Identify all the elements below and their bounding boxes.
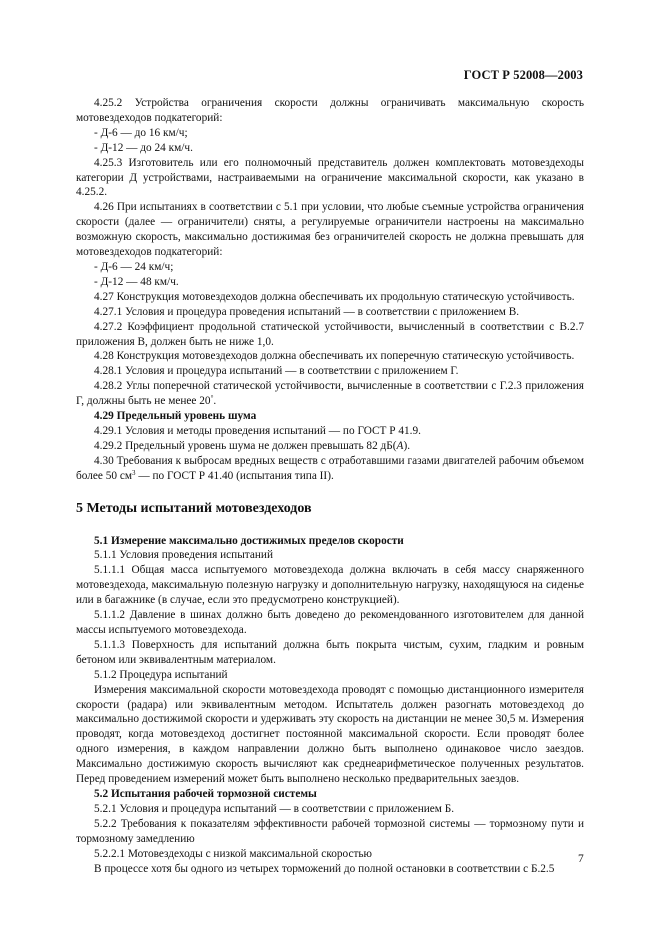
paragraph-4-27: 4.27 Конструкция мотовездеходов должна обеспечивать их продольную статическую устойчивость.	[94, 290, 575, 303]
paragraph-4-28: 4.28 Конструкция мотовездеходов должна обеспечивать их поперечную статическую устойчивость.	[94, 350, 575, 363]
paragraph-5-2-2: 5.2.2 Требования к показателям эффективности рабочей тормозной системы — тормозному пути и тормозному замедлению	[76, 817, 584, 845]
paragraph-5-2-2-1-text: В процессе хотя бы одного из четырех торможений до полной остановки в соответствии с Б.2.5	[94, 862, 555, 875]
document-body	[76, 96, 584, 876]
list-item-d6-24: - Д-6 — 24 км/ч;	[94, 260, 174, 273]
paragraph-5-1-heading: 5.1 Измерение максимально достижимых пределов скорости	[94, 534, 404, 547]
paragraph-5-1-2-text: Измерения максимальной скорости мотовездехода проводят с помощью дистанционного измерителя скорости (радара) или эквивалентным методом. Испытатель должен разогнать мотовездеход до максимально достижимой скорости и удерживать эту скорость на дистанции не менее 30,5 м. Измерения проводят, когда мотовездеход достигнет постоянной максимальной скорости. Если проводят более одного измерения, в каждом направлении должно быть выполнено одинаковое число заездов. Максимально достижимую скорость вычисляют как среднеарифметическое полученных результатов. Перед проведением измерений может быть выполнено несколько предварительных заездов.	[76, 683, 584, 786]
section-5-heading: 5 Методы испытаний мотовездеходов	[76, 500, 312, 516]
paragraph-4-29-2: 4.29.2 Предельный уровень шума не должен превышать 82 дБ(А).	[94, 439, 411, 452]
paragraph-4-25-2: 4.25.2 Устройства ограничения скорости должны ограничивать максимальную скорость мотовездеходов подкатегорий:	[76, 97, 584, 124]
list-item-d12-24: - Д-12 — до 24 км/ч.	[94, 141, 193, 154]
paragraph-4-29-1: 4.29.1 Условия и методы проведения испытаний — по ГОСТ Р 41.9.	[94, 424, 421, 437]
document-header: ГОСТ Р 52008—2003	[463, 68, 583, 82]
paragraph-5-2-heading: 5.2 Испытания рабочей тормозной системы	[94, 787, 317, 800]
paragraph-5-1-1: 5.1.1 Условия проведения испытаний	[94, 549, 274, 562]
paragraph-4-27-1: 4.27.1 Условия и процедура проведения испытаний — в соответствии с приложением В.	[94, 305, 520, 318]
paragraph-4-28-1: 4.28.1 Условия и процедура испытаний — в соответствии с приложением Г.	[94, 365, 459, 378]
paragraph-4-30: 4.30 Требования к выбросам вредных веществ с отработавшими газами двигателей рабочим объемом более 50 $см^3$ — по ГОСТ Р 41.40 (испытания типа II).	[76, 454, 584, 482]
paragraph-5-1-2: 5.1.2 Процедура испытаний	[94, 668, 228, 681]
paragraph-5-1-1-2: 5.1.1.2 Давление в шинах должно быть доведено до рекомендованного изготовителем для данной массы испытуемого мотовездехода.	[76, 609, 584, 636]
list-item-d12-48: - Д-12 — 48 км/ч.	[94, 275, 179, 288]
page-number: 7	[578, 853, 584, 865]
list-item-d6-16: - Д-6 — до 16 км/ч;	[94, 126, 188, 139]
paragraph-4-27-2: 4.27.2 Коэффициент продольной статической устойчивости, вычисленный в соответствии с В.2.7 приложения В, должен быть не ниже 1,0.	[76, 320, 584, 348]
paragraph-5-1-1-1: 5.1.1.1 Общая масса испытуемого мотовездехода должна включать в себя массу снаряженного мотовездехода, максимальную полезную нагрузку и дополнительную нагрузку, находящуюся на сиденье или в багажнике (в случае, если это предусмотрено конструкцией).	[76, 564, 584, 607]
paragraph-5-2-2-1: 5.2.2.1 Мотовездеходы с низкой максимальной скоростью	[94, 847, 372, 860]
paragraph-4-25-3: 4.25.3 Изготовитель или его полномочный представитель должен комплектовать мотовездеходы категории Д устройствами, настраиваемыми на ограничение максимальной скорости, как указано в 4.25.2.	[76, 156, 584, 199]
paragraph-5-2-1: 5.2.1 Условия и процедура испытаний — в соответствии с приложением Б.	[94, 802, 455, 815]
paragraph-5-1-1-3: 5.1.1.3 Поверхность для испытаний должна быть покрыта чистым, сухим, гладким и ровным бетоном или эквивалентным материалом.	[76, 638, 584, 666]
paragraph-4-28-2: 4.28.2 Углы поперечной статической устойчивости, вычисленные в соответствии с Г.2.3 приложения Г, должны быть не менее 20°.	[76, 380, 584, 408]
paragraph-4-26: 4.26 При испытаниях в соответствии с 5.1 при условии, что любые съемные устройства ограничения скорости (далее — ограничители) сняты, а регулируемые ограничители настроены на максимально возможную скорость, максимально достижимая без ограничителей скорость не должна превышать для мотовездеходов подкатегорий:	[76, 201, 584, 259]
paragraph-4-29-heading: 4.29 Предельный уровень шума	[94, 410, 257, 423]
